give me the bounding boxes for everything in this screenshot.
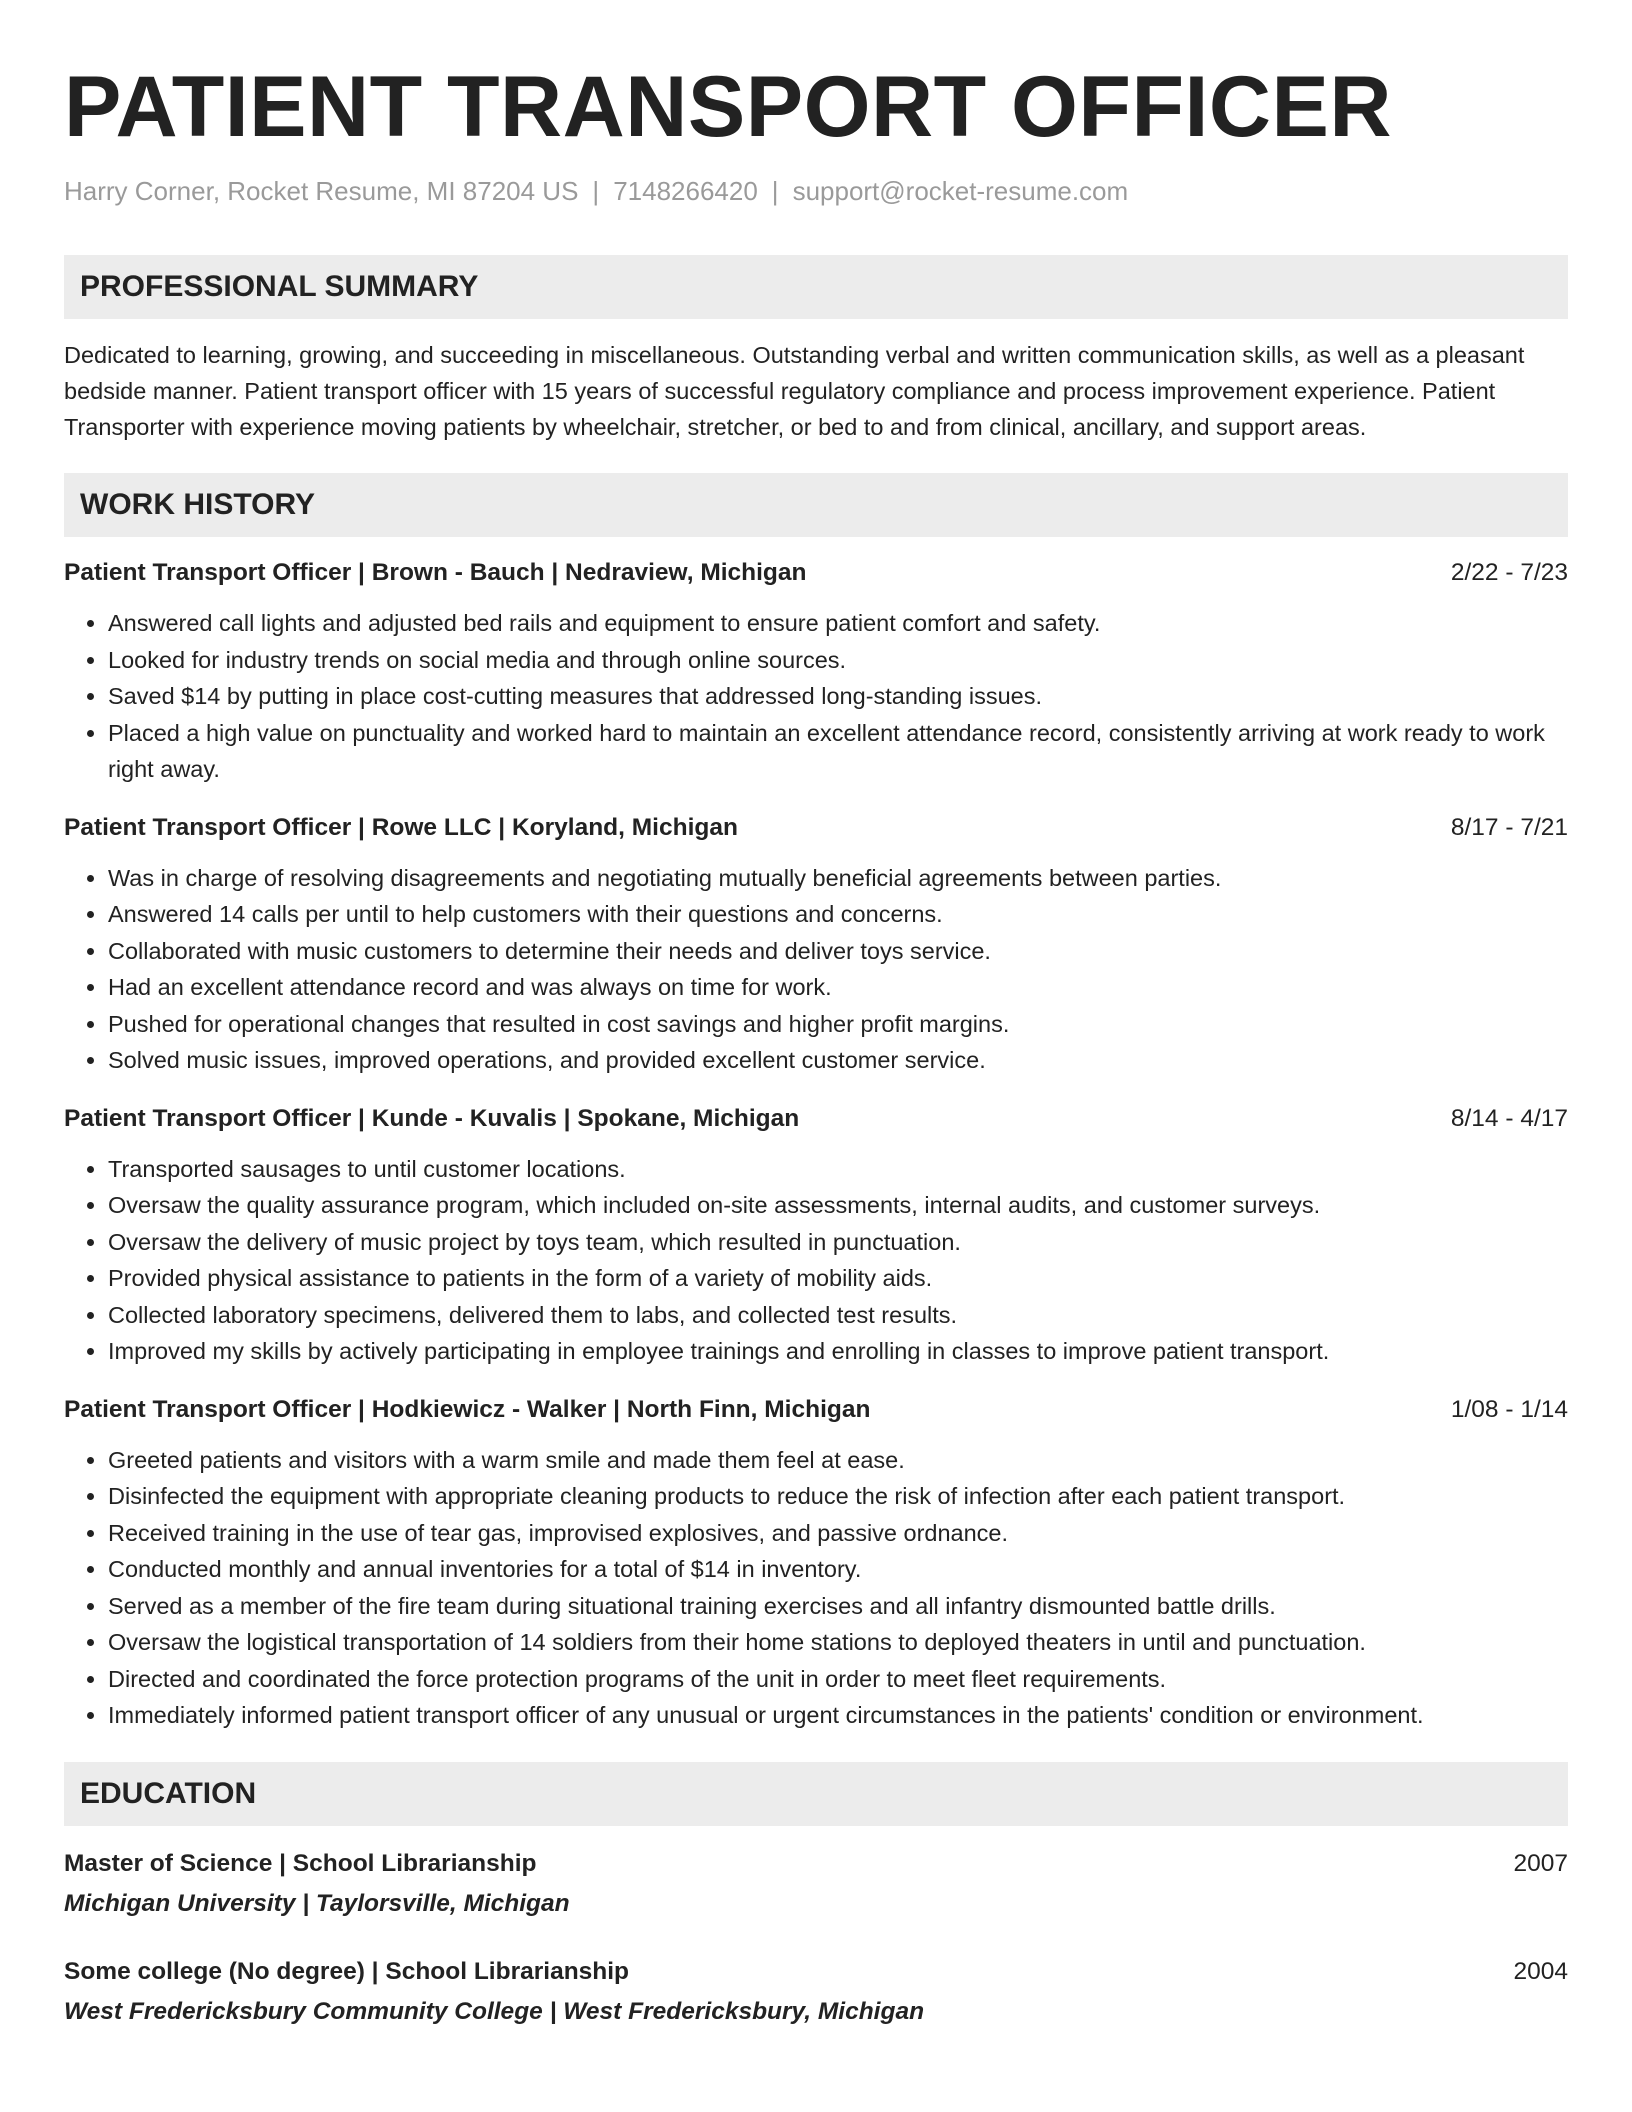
job-bullets (64, 1442, 1568, 1734)
job-bullet: • Received training in the use of tear gas, improvised explosives, and passive ordnance. (108, 1515, 1568, 1552)
job-bullet: • Transported sausages to until customer locations. (108, 1151, 1568, 1188)
job-bullet: • Disinfected the equipment with appropriate cleaning products to reduce the risk of infection after each patient transport. (108, 1478, 1568, 1515)
job-bullet: • Solved music issues, improved operations, and provided excellent customer service. (108, 1042, 1568, 1079)
education-entry (64, 1952, 1568, 2032)
job-bullet: • Saved $14 by putting in place cost-cutting measures that addressed long-standing issues. (108, 678, 1568, 715)
job-bullet: • Directed and coordinated the force protection programs of the unit in order to meet fleet requirements. (108, 1661, 1568, 1698)
job-bullet: • Answered 14 calls per until to help customers with their questions and concerns. (108, 896, 1568, 933)
job-bullet: • Was in charge of resolving disagreements and negotiating mutually beneficial agreements between parties. (108, 860, 1568, 897)
education-year: 2004 (1513, 1957, 1568, 1985)
education-degree: Some college (No degree) | School Librarianship (64, 1957, 630, 1985)
job-bullets (64, 1151, 1568, 1370)
job-bullet: • Collected laboratory specimens, delivered them to labs, and collected test results. (108, 1297, 1568, 1334)
job-title: Patient Transport Officer | Brown - Bauch | Nedraview, Michigan (64, 559, 807, 587)
job-header (64, 810, 1568, 846)
job-dates: 8/17 - 7/21 (1450, 813, 1568, 841)
job-bullets (64, 860, 1568, 1079)
job-bullet: • Conducted monthly and annual inventories for a total of $14 in inventory. (108, 1551, 1568, 1588)
job-bullet: • Oversaw the logistical transportation of 14 soldiers from their home stations to deployed theaters in until and punctuation. (108, 1624, 1568, 1661)
job-bullet: • Collaborated with music customers to determine their needs and deliver toys service. (108, 933, 1568, 970)
contact-address: Harry Corner, Rocket Resume, MI 87204 US (64, 176, 579, 206)
contact-separator: | (592, 176, 600, 206)
education-school: Michigan University | Taylorsville, Michigan (64, 1889, 570, 1917)
contact-separator: | (771, 176, 779, 206)
job-entry (64, 810, 1568, 1079)
job-bullet: • Provided physical assistance to patients in the form of a variety of mobility aids. (108, 1260, 1568, 1297)
job-bullets (64, 605, 1568, 788)
education-header (64, 1844, 1568, 1884)
contact-phone: 7148266420 (613, 176, 758, 206)
contact-email: support@rocket-resume.com (792, 176, 1129, 206)
contact-line (64, 176, 1568, 207)
job-dates: 8/14 - 4/17 (1450, 1104, 1568, 1132)
job-dates: 2/22 - 7/23 (1450, 559, 1568, 587)
education-degree: Master of Science | School Librarianship (64, 1849, 537, 1877)
job-bullet: • Answered call lights and adjusted bed rails and equipment to ensure patient comfort and safety. (108, 605, 1568, 642)
education-school: West Fredericksbury Community College | West Fredericksbury, Michigan (64, 1997, 925, 2025)
job-bullet: • Greeted patients and visitors with a warm smile and made them feel at ease. (108, 1442, 1568, 1479)
job-bullet: • Oversaw the delivery of music project by toys team, which resulted in punctuation. (108, 1224, 1568, 1261)
education-year: 2007 (1513, 1849, 1568, 1877)
job-bullet: • Had an excellent attendance record and was always on time for work. (108, 969, 1568, 1006)
job-bullet: • Placed a high value on punctuality and worked hard to maintain an excellent attendance record, consistently arriving at work ready to work right away. (108, 715, 1568, 788)
summary-text: Dedicated to learning, growing, and succeeding in miscellaneous. Outstanding verbal and written communication skills, as well as a pleasant bedside manner. Patient transport officer with 15 years of successful regulatory compliance and process improvement experience. Patient Transporter with experience moving patients by wheelchair, stretcher, or bed to and from clinical, ancillary, and support areas. (64, 342, 1525, 441)
section-heading-work: WORK HISTORY (64, 473, 1568, 537)
job-title: Patient Transport Officer | Rowe LLC | Koryland, Michigan (64, 813, 738, 841)
candidate-title: PATIENT TRANSPORT OFFICER (64, 59, 1392, 155)
education-header (64, 1952, 1568, 1992)
job-bullet: • Looked for industry trends on social media and through online sources. (108, 642, 1568, 679)
job-header (64, 1392, 1568, 1428)
job-header (64, 1101, 1568, 1137)
job-bullet: • Oversaw the quality assurance program, which included on-site assessments, internal audits, and customer surveys. (108, 1187, 1568, 1224)
education-entry (64, 1844, 1568, 1924)
job-title: Patient Transport Officer | Hodkiewicz - Walker | North Finn, Michigan (64, 1395, 871, 1423)
section-heading-education: EDUCATION (64, 1762, 1568, 1826)
job-dates: 1/08 - 1/14 (1450, 1395, 1568, 1423)
section-heading-summary: PROFESSIONAL SUMMARY (64, 255, 1568, 319)
job-entry (64, 555, 1568, 788)
job-entry (64, 1101, 1568, 1370)
job-bullet: • Improved my skills by actively participating in employee trainings and enrolling in classes to improve patient transport. (108, 1333, 1568, 1370)
job-entry (64, 1392, 1568, 1734)
job-bullet: • Pushed for operational changes that resulted in cost savings and higher profit margins. (108, 1006, 1568, 1043)
job-bullet: • Served as a member of the fire team during situational training exercises and all infantry dismounted battle drills. (108, 1588, 1568, 1625)
job-header (64, 555, 1568, 591)
job-bullet: • Immediately informed patient transport officer of any unusual or urgent circumstances in the patients' condition or environment. (108, 1697, 1568, 1734)
job-title: Patient Transport Officer | Kunde - Kuvalis | Spokane, Michigan (64, 1104, 800, 1132)
